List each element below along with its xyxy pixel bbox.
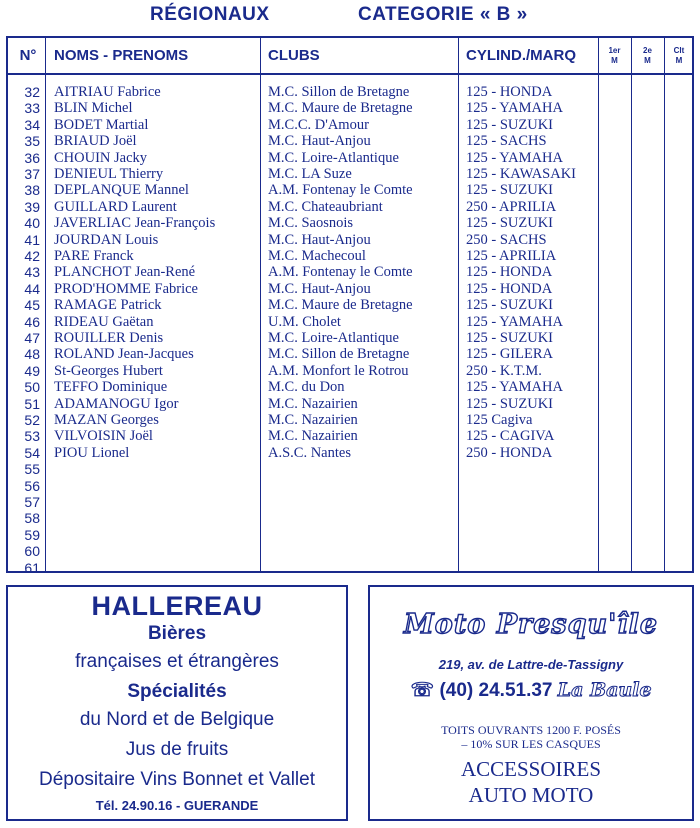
entry-number: 49	[24, 362, 40, 379]
bike-model: 125 - YAMAHA	[466, 100, 563, 117]
hallereau-phone: Tél. 24.90.16 - GUERANDE	[95, 798, 259, 813]
entry-number: 60	[24, 543, 40, 560]
table-row	[8, 117, 692, 133]
table-row	[8, 166, 692, 182]
rider-name: St-Georges Hubert	[54, 362, 163, 379]
table-row	[8, 281, 692, 297]
bike-model: 125 - SUZUKI	[466, 297, 553, 314]
table-row	[8, 428, 692, 444]
entry-number: 41	[24, 231, 40, 248]
entry-number: 38	[24, 182, 40, 199]
entry-number: 33	[24, 100, 40, 117]
rider-name: DENIEUL Thierry	[54, 166, 164, 182]
table-row	[8, 133, 692, 149]
rider-name: BRIAUD Joël	[54, 133, 137, 150]
table-row	[8, 150, 692, 166]
club-name: M.C. Nazairien	[268, 428, 358, 445]
club-name: M.C. Chateaubriant	[268, 198, 383, 215]
table-row	[8, 199, 692, 215]
bike-model: 125 - SUZUKI	[466, 395, 553, 412]
table-row	[8, 248, 692, 264]
rider-name: RAMAGE Patrick	[54, 297, 162, 314]
rider-name: BLIN Michel	[54, 100, 133, 117]
moto-presquile-sunroof-offer: TOITS OUVRANTS 1200 F. POSÉS	[441, 723, 621, 737]
entry-number: 39	[24, 198, 40, 215]
table-row	[8, 100, 692, 116]
bike-model: 250 - APRILIA	[466, 198, 557, 215]
club-name: M.C. Haut-Anjou	[268, 280, 371, 297]
table-row	[8, 527, 692, 543]
table-row	[8, 346, 692, 362]
rider-name: MAZAN Georges	[54, 412, 159, 428]
entry-table	[6, 36, 694, 576]
table-row	[8, 297, 692, 313]
rider-name: DEPLANQUE Mannel	[54, 182, 189, 199]
bike-model: 125 - HONDA	[466, 280, 553, 297]
table-row	[8, 232, 692, 248]
entry-number: 40	[24, 215, 40, 232]
entry-number: 59	[24, 526, 40, 543]
club-name: M.C. Loire-Atlantique	[268, 149, 399, 166]
table-row	[8, 84, 692, 100]
moto-presquile-logo: Moto Presqu'île	[403, 609, 659, 640]
bike-model: 125 - SUZUKI	[466, 182, 553, 199]
header-divider	[8, 73, 692, 75]
club-name: M.C. Nazairien	[268, 395, 358, 412]
entry-number: 35	[24, 133, 40, 150]
rider-name: AITRIAU Fabrice	[54, 84, 161, 100]
header-second-heat-top: 2e	[643, 45, 652, 55]
rider-name: ADAMANOGU Igor	[54, 395, 179, 412]
table-row	[8, 478, 692, 494]
entry-number: 53	[24, 428, 40, 445]
bike-model: 125 - SUZUKI	[466, 215, 553, 232]
moto-presquile-address: 219, av. de Lattre-de-Tassigny	[438, 657, 624, 672]
hallereau-line-juice: Jus de fruits	[125, 739, 229, 760]
header-names: NOMS - PRENOMS	[54, 47, 189, 64]
header-ranking-top: Clt	[673, 45, 685, 55]
bike-model: 125 - YAMAHA	[466, 149, 563, 166]
table-row	[8, 182, 692, 198]
header-number: N°	[19, 47, 37, 64]
rider-name: RIDEAU Gaëtan	[54, 313, 154, 330]
table-row	[8, 379, 692, 395]
entry-number: 51	[24, 395, 40, 412]
club-name: M.C. Haut-Anjou	[268, 133, 371, 150]
header-first-heat-bottom: M	[611, 55, 618, 65]
bike-model: 125 - KAWASAKI	[466, 166, 576, 182]
entry-number: 54	[24, 444, 40, 461]
table-row	[8, 412, 692, 428]
rider-name: PROD'HOMME Fabrice	[54, 280, 198, 297]
club-name: A.M. Fontenay le Comte	[268, 182, 413, 199]
entry-number: 47	[24, 330, 40, 346]
header-second-heat	[631, 38, 664, 73]
club-name: M.C. LA Suze	[268, 166, 352, 182]
bike-model: 125 - SUZUKI	[466, 330, 553, 346]
rider-name: GUILLARD Laurent	[54, 198, 177, 215]
bike-model: 125 - SUZUKI	[466, 116, 553, 133]
moto-presquile-accessories: ACCESSOIRES	[460, 757, 602, 781]
bike-model: 250 - K.T.M.	[466, 362, 542, 379]
rider-name: ROLAND Jean-Jacques	[54, 346, 194, 363]
entry-number: 50	[24, 379, 40, 396]
hallereau-line-specialites: Spécialités	[127, 681, 227, 702]
table-row	[8, 314, 692, 330]
table-row	[8, 461, 692, 477]
header-ranking	[664, 38, 694, 73]
entry-number: 36	[24, 149, 40, 166]
bike-model: 125 - GILERA	[466, 346, 553, 363]
entry-number: 42	[24, 248, 40, 264]
moto-presquile-advert	[368, 585, 694, 821]
entry-number: 46	[24, 313, 40, 330]
rider-name: VILVOISIN Joël	[54, 428, 153, 445]
club-name: M.C. Machecoul	[268, 248, 366, 264]
entry-number: 52	[24, 412, 40, 428]
rider-name: JOURDAN Louis	[54, 231, 159, 248]
entry-number: 44	[24, 280, 40, 297]
hallereau-line-origin: françaises et étrangères	[75, 651, 279, 672]
hallereau-line-wine: Dépositaire Vins Bonnet et Vallet	[38, 769, 316, 790]
hallereau-line-bieres: Bières	[147, 623, 207, 644]
club-name: A.S.C. Nantes	[268, 444, 351, 461]
rider-name: PLANCHOT Jean-René	[54, 264, 196, 281]
entry-number: 34	[24, 116, 40, 133]
club-name: M.C.C. D'Amour	[268, 116, 369, 133]
rider-name: PARE Franck	[54, 248, 134, 264]
club-name: M.C. Loire-Atlantique	[268, 330, 399, 346]
header-clubs: CLUBS	[268, 47, 320, 64]
moto-presquile-auto-moto: AUTO MOTO	[468, 783, 594, 807]
moto-presquile-helmet-offer: – 10% SUR LES CASQUES	[461, 737, 601, 751]
club-name: M.C. Haut-Anjou	[268, 231, 371, 248]
entry-number: 48	[24, 346, 40, 363]
header-ranking-bottom: M	[675, 55, 683, 65]
header-first-heat	[598, 38, 631, 73]
entry-number: 32	[24, 84, 40, 100]
rider-name: BODET Martial	[54, 116, 149, 133]
table-row	[8, 264, 692, 280]
club-name: M.C. Sillon de Bretagne	[268, 346, 410, 363]
rider-name: JAVERLIAC Jean-François	[54, 215, 216, 232]
bike-model: 125 - HONDA	[466, 264, 553, 281]
bike-model: 125 - SACHS	[466, 133, 547, 150]
table-row	[8, 363, 692, 379]
table-row	[8, 543, 692, 559]
bike-model: 125 - APRILIA	[466, 248, 557, 264]
entry-number: 56	[24, 477, 40, 494]
entry-number: 55	[24, 461, 40, 478]
bike-model: 125 - CAGIVA	[466, 428, 555, 445]
table-row	[8, 560, 692, 576]
entry-number: 58	[24, 510, 40, 527]
table-row	[8, 494, 692, 510]
bike-model: 125 - YAMAHA	[466, 313, 563, 330]
entry-number: 43	[24, 264, 40, 281]
entry-number: 37	[24, 166, 40, 182]
bike-model: 125 Cagiva	[466, 412, 533, 428]
rider-name: TEFFO Dominique	[54, 379, 168, 396]
header-displacement-make: CYLIND./MARQ	[466, 47, 576, 64]
club-name: A.M. Fontenay le Comte	[268, 264, 413, 281]
entry-number: 45	[24, 297, 40, 314]
moto-presquile-city: La Baule	[557, 679, 652, 701]
table-row	[8, 330, 692, 346]
club-name: M.C. Maure de Bretagne	[268, 297, 413, 314]
moto-presquile-phone: (40) 24.51.37	[439, 680, 553, 701]
table-row	[8, 215, 692, 231]
moto-presquile-phone-line	[370, 679, 692, 702]
club-name: A.M. Monfort le Rotrou	[268, 362, 409, 379]
hallereau-advert	[6, 585, 348, 821]
page-heading-category: CATEGORIE « B »	[358, 4, 528, 25]
hallereau-line-region: du Nord et de Belgique	[79, 709, 275, 730]
club-name: M.C. Saosnois	[268, 215, 354, 232]
header-first-heat-top: 1er	[608, 45, 621, 55]
bike-model: 250 - SACHS	[466, 231, 547, 248]
rider-name: PIOU Lionel	[54, 444, 130, 461]
bike-model: 125 - HONDA	[466, 84, 553, 100]
club-name: U.M. Cholet	[268, 313, 341, 330]
entry-number: 61	[24, 559, 40, 576]
entry-number: 57	[24, 494, 40, 510]
club-name: M.C. du Don	[268, 379, 345, 396]
bike-model: 250 - HONDA	[466, 444, 553, 461]
club-name: M.C. Sillon de Bretagne	[268, 84, 410, 100]
club-name: M.C. Nazairien	[268, 412, 358, 428]
rider-name: CHOUIN Jacky	[54, 149, 148, 166]
page-heading-regionaux: RÉGIONAUX	[150, 4, 270, 25]
table-row	[8, 396, 692, 412]
club-name: M.C. Maure de Bretagne	[268, 100, 413, 117]
hallereau-title: HALLEREAU	[91, 591, 263, 621]
telephone-icon: ☏	[410, 680, 435, 701]
bike-model: 125 - YAMAHA	[466, 379, 563, 396]
header-second-heat-bottom: M	[644, 55, 651, 65]
table-row	[8, 510, 692, 526]
rider-name: ROUILLER Denis	[54, 330, 164, 346]
table-row	[8, 445, 692, 461]
